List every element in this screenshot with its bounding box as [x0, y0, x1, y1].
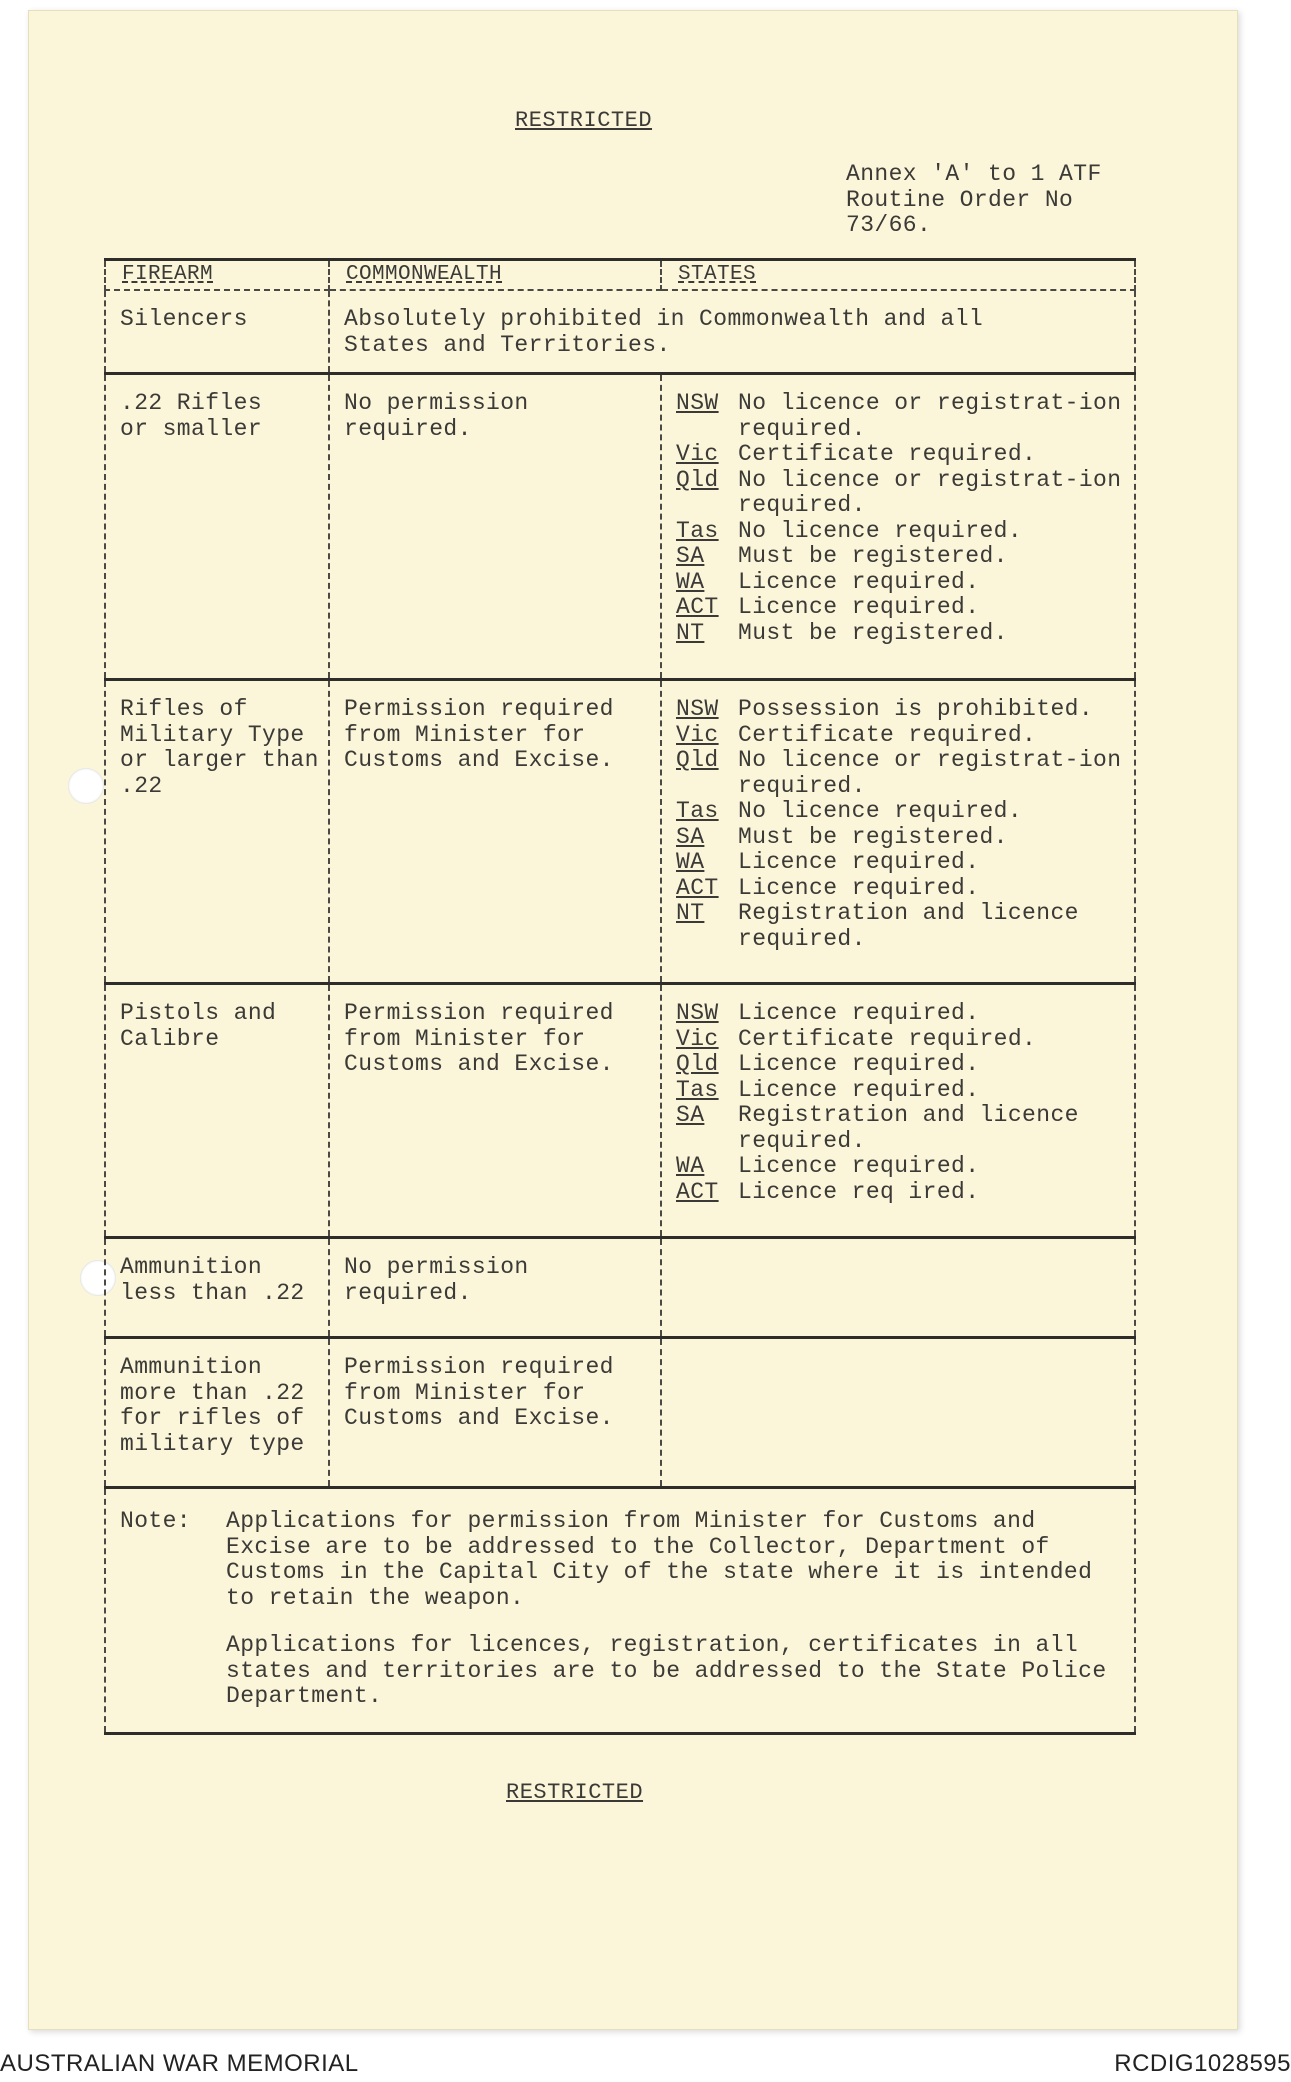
state-entry	[676, 876, 1126, 902]
state-requirement: Certificate required.	[738, 721, 1037, 748]
commonwealth-cell: No permission required.	[329, 1238, 661, 1338]
state-entry	[676, 825, 1126, 851]
state-abbr: SA	[676, 1102, 705, 1128]
state-abbr: NSW	[676, 696, 719, 722]
state-requirement: Certificate required.	[738, 441, 1037, 467]
firearm-cell: .22 Rifles or smaller	[105, 374, 329, 680]
note-paragraph: Applications for licences, registration, certificates in all states and territories are to be addressed to the State Police Department.	[226, 1632, 1107, 1709]
archive-credit: AUSTRALIAN WAR MEMORIAL	[0, 2050, 359, 2077]
state-abbr: Tas	[676, 517, 719, 544]
state-requirement: Must be registered.	[738, 823, 1008, 850]
states-cell	[661, 984, 1135, 1238]
commonwealth-cell: Permission required from Minister for Customs and Excise.	[329, 984, 661, 1238]
annex-line: Routine Order No	[846, 186, 1074, 213]
state-entry	[676, 468, 1126, 519]
state-requirement: Licence required.	[738, 1051, 980, 1077]
state-abbr: SA	[676, 823, 705, 850]
state-entry	[676, 901, 1126, 952]
state-requirement: No licence or registrat-ion required.	[738, 466, 1122, 518]
state-abbr: Vic	[676, 1025, 719, 1052]
state-requirement: No licence required.	[738, 798, 1023, 824]
state-entry	[676, 519, 1126, 545]
annex-line: 73/66.	[846, 212, 932, 238]
note-paragraph: Applications for permission from Minister for Customs and Excise are to be addressed to the Collector, Department of Customs in the Capital City of the state where it is intended to retain the weapon.	[226, 1508, 1093, 1611]
punch-hole	[68, 768, 104, 804]
states-cell	[661, 1238, 1135, 1338]
state-requirement: Licence required.	[738, 568, 980, 595]
states-cell	[661, 374, 1135, 680]
states-cell	[661, 1338, 1135, 1488]
commonwealth-cell: Permission required from Minister for Customs and Excise.	[329, 680, 661, 984]
state-entry	[676, 1103, 1126, 1154]
states-cell	[661, 680, 1135, 984]
state-abbr: Tas	[676, 1076, 719, 1103]
table-row	[105, 290, 1135, 374]
state-abbr: NSW	[676, 1000, 719, 1026]
classification-bottom: RESTRICTED	[506, 1780, 644, 1805]
state-abbr: NT	[676, 900, 705, 926]
state-abbr: Tas	[676, 798, 719, 824]
state-abbr: ACT	[676, 1178, 719, 1205]
state-requirement: Registration and licence required.	[738, 900, 1079, 952]
state-abbr: WA	[676, 1153, 705, 1179]
table-row	[105, 1338, 1135, 1488]
table-row	[105, 1238, 1135, 1338]
state-requirement: Licence req ired.	[738, 1178, 980, 1205]
state-entry	[676, 1027, 1126, 1053]
state-entry	[676, 799, 1126, 825]
note-label: Note:	[120, 1508, 192, 1534]
firearm-cell: Ammunition more than .22 for rifles of military type	[105, 1338, 329, 1488]
state-abbr: Qld	[676, 466, 719, 493]
note-cell	[105, 1488, 1135, 1734]
state-requirement: Licence required.	[738, 594, 980, 620]
state-abbr: Vic	[676, 441, 719, 467]
state-entry	[676, 1078, 1126, 1104]
state-requirement: Licence required.	[738, 1000, 980, 1026]
state-requirement: Licence required.	[738, 1153, 980, 1179]
firearm-cell: Rifles of Military Type or larger than .22	[105, 680, 329, 984]
silencers-rule-cell: Absolutely prohibited in Commonwealth and all States and Territories.	[329, 290, 1135, 374]
state-entry	[676, 1180, 1126, 1206]
table-header-row	[105, 260, 1135, 291]
state-requirement: Must be registered.	[738, 543, 1008, 569]
state-abbr: Qld	[676, 747, 719, 773]
column-header: FIREARM	[105, 260, 329, 291]
state-entry	[676, 595, 1126, 621]
state-abbr: ACT	[676, 594, 719, 620]
firearm-cell: Pistols and Calibre	[105, 984, 329, 1238]
state-requirement: No licence or registrat-ion required.	[738, 747, 1122, 799]
state-entry	[676, 544, 1126, 570]
state-entry	[676, 1154, 1126, 1180]
state-requirement: Licence required.	[738, 874, 980, 901]
state-abbr: NSW	[676, 390, 719, 416]
state-requirement: No licence required.	[738, 517, 1023, 544]
firearm-cell: Ammunition less than .22	[105, 1238, 329, 1338]
state-entry	[676, 1052, 1126, 1078]
annex-line: Annex 'A' to 1 ATF	[846, 161, 1102, 187]
state-abbr: Qld	[676, 1051, 719, 1077]
state-entry	[676, 748, 1126, 799]
classification-top: RESTRICTED	[515, 108, 653, 133]
note-body	[226, 1509, 1122, 1710]
state-requirement: Registration and licence required.	[738, 1102, 1079, 1154]
annex-reference	[846, 162, 1102, 239]
state-requirement: Must be registered.	[738, 619, 1008, 646]
state-entry	[676, 850, 1126, 876]
state-entry	[676, 391, 1126, 442]
archive-record-id: RCDIG1028595	[1114, 2050, 1291, 2077]
commonwealth-cell: Permission required from Minister for Customs and Excise.	[329, 1338, 661, 1488]
state-requirement: No licence or registrat-ion required.	[738, 390, 1122, 442]
state-entry	[676, 570, 1126, 596]
table-row	[105, 374, 1135, 680]
state-requirement: Licence required.	[738, 1076, 980, 1103]
table-row	[105, 984, 1135, 1238]
state-abbr: ACT	[676, 874, 719, 901]
state-entry	[676, 621, 1126, 647]
firearm-cell: Silencers	[105, 290, 329, 374]
note-row	[105, 1488, 1135, 1734]
state-abbr: Vic	[676, 721, 719, 748]
state-entry	[676, 442, 1126, 468]
state-entry	[676, 1001, 1126, 1027]
state-abbr: SA	[676, 543, 705, 569]
state-entry	[676, 723, 1126, 749]
firearms-regulation-table	[104, 258, 1136, 1735]
state-requirement: Certificate required.	[738, 1025, 1037, 1052]
state-requirement: Licence required.	[738, 849, 980, 875]
commonwealth-cell: No permission required.	[329, 374, 661, 680]
state-abbr: NT	[676, 619, 705, 646]
table-row	[105, 680, 1135, 984]
state-abbr: WA	[676, 568, 705, 595]
state-entry	[676, 697, 1126, 723]
state-abbr: WA	[676, 849, 705, 875]
column-header: COMMONWEALTH	[329, 260, 661, 291]
column-header: STATES	[661, 260, 1135, 291]
state-requirement: Possession is prohibited.	[738, 696, 1094, 722]
